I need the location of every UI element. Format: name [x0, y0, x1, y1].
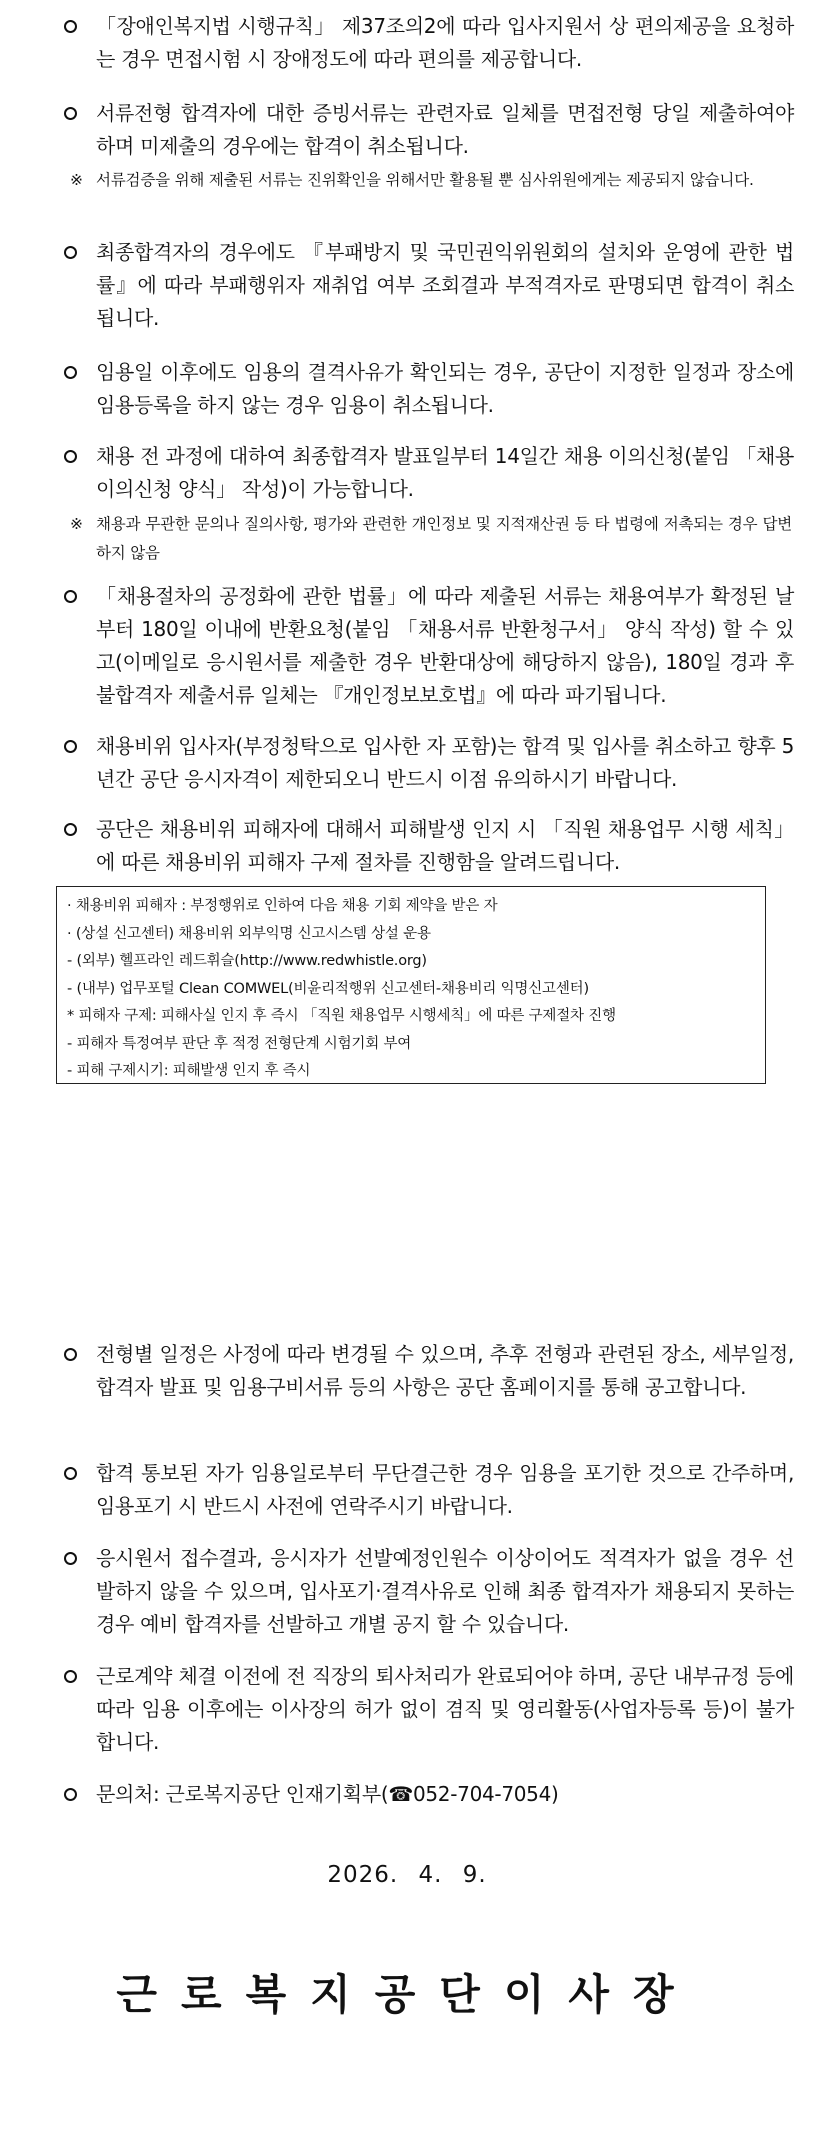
announcement-date: 2026. 4. 9. [327, 1862, 487, 1888]
bullet-circle-icon [64, 450, 77, 463]
bullet-circle-icon [64, 20, 77, 33]
bullet-circle-icon [64, 366, 77, 379]
notice-item-victim-relief: 공단은 채용비위 피해자에 대해서 피해발생 인지 시 「직원 채용업무 시행 세칙」에 따른 채용비위 피해자 구제 절차를 진행함을 알려드립니다. [64, 813, 794, 879]
notice-item-document-return: 「채용절차의 공정화에 관한 법률」에 따라 제출된 서류는 채용여부가 확정된 날부터 180일 이내에 반환요청(붙임 「채용서류 반환청구서」 양식 작성) 할 수 있고(이메일로 응시원서를 제출한 경우 반환대상에 해당하지 않음), 180일 경과 후 불합격자 제출서류 일체는 『개인정보보호법』에 따라 파기됩니다. [64, 580, 794, 712]
bullet-circle-icon [64, 246, 77, 259]
note-unrelated-inquiries: ※ 채용과 무관한 문의나 질의사항, 평가와 관련한 개인정보 및 지적재산권 등 타 법령에 저촉되는 경우 답변하지 않음 [70, 515, 792, 562]
bullet-circle-icon [64, 107, 77, 120]
notice-item-document-submission: 서류전형 합격자에 대한 증빙서류는 관련자료 일체를 면접전형 당일 제출하여야 하며 미제출의 경우에는 합격이 취소됩니다. [64, 97, 794, 163]
bullet-circle-icon [64, 740, 77, 753]
box-line: - (내부) 업무포털 Clean COMWEL(비윤리적행위 신고센터-채용비리 익명신고센터) [67, 980, 589, 997]
box-line: - 피해 구제시기: 피해발생 인지 후 즉시 [67, 1063, 311, 1079]
notice-item-objection-period: 채용 전 과정에 대하여 최종합격자 발표일부터 14일간 채용 이의신청(붙임 「채용 이의신청 양식」 작성)이 가능합니다. [64, 440, 794, 506]
notice-item-schedule-changes: 전형별 일정은 사정에 따라 변경될 수 있으며, 추후 전형과 관련된 장소, 세부일정, 합격자 발표 및 임용구비서류 등의 사항은 공단 홈페이지를 통해 공고합니다. [64, 1338, 794, 1404]
bullet-circle-icon [64, 1670, 77, 1683]
box-line: * 피해자 구제: 피해사실 인지 후 즉시 「직원 채용업무 시행세칙」에 따른 구제절차 진행 [67, 1008, 616, 1024]
notice-item-absence: 합격 통보된 자가 임용일로부터 무단결근한 경우 임용을 포기한 것으로 간주하며, 임용포기 시 반드시 사전에 연락주시기 바랍니다. [64, 1457, 794, 1523]
notice-item-appointment-cancellation: 임용일 이후에도 임용의 결격사유가 확인되는 경우, 공단이 지정한 일정과 장소에 임용등록을 하지 않는 경우 임용이 취소됩니다. [64, 356, 794, 422]
notice-item-anti-corruption: 최종합격자의 경우에도 『부패방지 및 국민권익위원회의 설치와 운영에 관한 법률』에 따라 부패행위자 재취업 여부 조회결과 부적격자로 판명되면 합격이 취소됩니다. [64, 236, 794, 335]
signer-title: 근로복지공단이사장 [116, 1970, 698, 2019]
notice-item-contact: 문의처: 근로복지공단 인재기획부(☎052-704-7054) [64, 1778, 794, 1811]
note-document-verification: ※ 서류검증을 위해 제출된 서류는 진위확인을 위해서만 활용될 뿐 심사위원에게는 제공되지 않습니다. [70, 171, 754, 189]
box-line: - (외부) 헬프라인 레드휘슬(http://www.redwhistle.org) [67, 953, 427, 969]
box-line: · 채용비위 피해자 : 부정행위로 인하여 다음 채용 기회 제약을 받은 자 [67, 898, 498, 914]
notice-item-hiring-misconduct: 채용비위 입사자(부정청탁으로 입사한 자 포함)는 합격 및 입사를 취소하고 향후 5년간 공단 응시자격이 제한되오니 반드시 이점 유의하시기 바랍니다. [64, 730, 794, 796]
bullet-circle-icon [64, 1348, 77, 1361]
notice-item-disability-accommodation: 「장애인복지법 시행규칙」 제37조의2에 따라 입사지원서 상 편의제공을 요청하는 경우 면접시험 시 장애정도에 따라 편의를 제공합니다. [64, 10, 794, 76]
victim-relief-info-box [56, 886, 766, 1084]
box-line: - 피해자 특정여부 판단 후 적정 전형단계 시험기회 부여 [67, 1035, 412, 1052]
bullet-circle-icon [64, 1467, 77, 1480]
bullet-circle-icon [64, 1552, 77, 1565]
notice-item-resignation: 근로계약 체결 이전에 전 직장의 퇴사처리가 완료되어야 하며, 공단 내부규정 등에 따라 임용 이후에는 이사장의 허가 없이 겸직 및 영리활동(사업자등록 등)이 불가합니다. [64, 1660, 794, 1759]
bullet-circle-icon [64, 590, 77, 603]
box-line: · (상설 신고센터) 채용비위 외부익명 신고시스템 상설 운용 [67, 925, 431, 942]
notice-item-reserve-candidates: 응시원서 접수결과, 응시자가 선발예정인원수 이상이어도 적격자가 없을 경우 선발하지 않을 수 있으며, 입사포기·결격사유로 인해 최종 합격자가 채용되지 못하는 경우 예비 합격자를 선발하고 개별 공지 할 수 있습니다. [64, 1542, 794, 1641]
bullet-circle-icon [64, 823, 77, 836]
bullet-circle-icon [64, 1788, 77, 1801]
